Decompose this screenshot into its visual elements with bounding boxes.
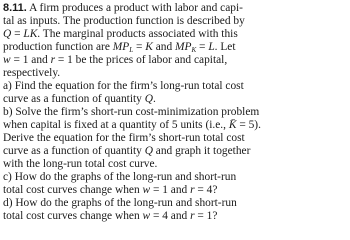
part-c-line: total cost curves change when w = 1 and r = 4? [3, 184, 218, 196]
problem-text-line: respectively. [3, 67, 61, 79]
part-d-line: d) How do the graphs of the long-run and short-run [3, 197, 237, 209]
part-b-line: when capital is fixed at a quantity of 5 units (i.e., K̄ = 5). [3, 119, 261, 131]
part-c-line: c) How do the graphs of the long-run and short-run [3, 171, 237, 183]
problem-number: 8.11. [3, 2, 27, 14]
problem-line-1 [3, 2, 243, 14]
part-d-line: total cost curves change when w = 4 and r = 1? [3, 210, 218, 222]
part-b-line: with the long-run total cost curve. [3, 158, 158, 170]
part-a-line: a) Find the equation for the firm’s long-run total cost [3, 80, 244, 92]
part-b-line: curve as a function of quantity Q and graph it together [3, 145, 251, 157]
problem-text-line: Q = LK. The marginal products associated with this [3, 28, 238, 40]
part-a-line: curve as a function of quantity Q. [3, 93, 156, 105]
problem-text-line: tal as inputs. The production function is described by [3, 15, 245, 27]
problem-text-line: A firm produces a product with labor and capi- [29, 2, 243, 14]
problem-text-line: production function are $MP_L = K$ and $MP_K = L$. Let [3, 41, 236, 55]
part-b-line: b) Solve the firm’s short-run cost-minimization problem [3, 106, 260, 118]
part-b-line: Derive the equation for the firm’s short-run total cost [3, 132, 245, 144]
problem-text-line: w = 1 and r = 1 be the prices of labor and capital, [3, 54, 228, 66]
